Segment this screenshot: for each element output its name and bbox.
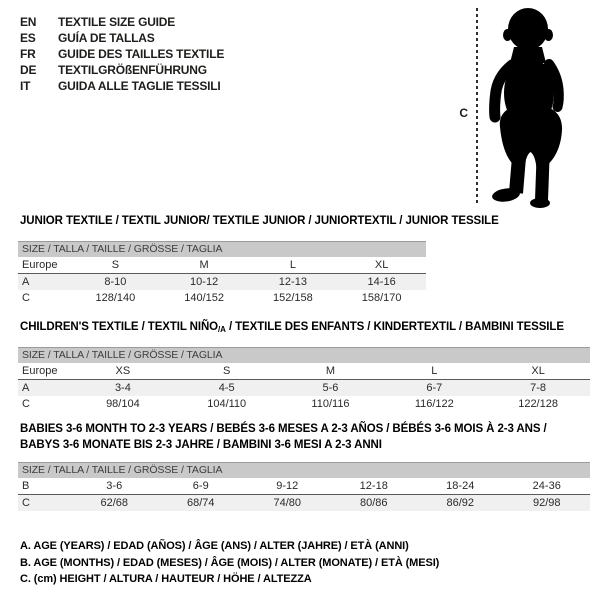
- cell: 9-12: [244, 478, 331, 495]
- lang-row-it: [20, 78, 224, 94]
- cell: 14-16: [337, 273, 426, 290]
- title-text: / TEXTILE DES ENFANTS / KINDERTEXTIL / BAMBINI TESSILE: [225, 321, 564, 333]
- row-label: A: [18, 379, 71, 396]
- babies-title-line1: BABIES 3-6 MONTH TO 2-3 YEARS / BEBÉS 3-6 MESES A 2-3 AÑOS / BÉBÉS 3-6 MOIS À 2-3 ANS /: [20, 423, 547, 435]
- cell: S: [175, 363, 279, 380]
- table-row: [18, 396, 590, 412]
- height-dashed-line: [476, 8, 478, 206]
- row-label: C: [22, 291, 30, 304]
- table-row: [18, 257, 426, 274]
- lang-code: EN: [20, 15, 37, 29]
- footnote-b: B. AGE (MONTHS) / EDAD (MESES) / ÂGE (MOIS) / ALTER (MONATE) / ETÀ (MESI): [20, 556, 440, 569]
- footnote-a: A. AGE (YEARS) / EDAD (AÑOS) / ÂGE (ANS) / ALTER (JAHRE) / ETÀ (ANNI): [20, 540, 409, 552]
- cell: M: [279, 363, 383, 380]
- size-header-row: SIZE / TALLA / TAILLE / GRÖSSE / TAGLIA: [18, 348, 590, 363]
- lang-label: GUÍA DE TALLAS: [58, 31, 155, 45]
- lang-code: IT: [20, 79, 31, 93]
- language-title-list: [20, 14, 224, 94]
- cell: 12-13: [249, 273, 338, 290]
- row-label: C: [22, 397, 30, 410]
- lang-code: FR: [20, 47, 36, 61]
- cell: 104/110: [207, 397, 247, 410]
- cell: 110/116: [311, 397, 350, 410]
- cell: 98/104: [106, 397, 140, 410]
- footnote-c: C. (cm) HEIGHT / ALTURA / HAUTEUR / HÖHE / ALTEZZA: [20, 573, 312, 585]
- cell: 74/80: [244, 494, 331, 511]
- cell: 158/170: [361, 291, 402, 304]
- row-label: A: [18, 273, 71, 290]
- size-header-row: SIZE / TALLA / TAILLE / GRÖSSE / TAGLIA: [18, 242, 426, 257]
- lang-code: ES: [20, 31, 36, 45]
- lang-label: TEXTILGRÖßENFÜHRUNG: [58, 63, 207, 77]
- cell: 12-18: [331, 478, 418, 495]
- babies-size-table: [18, 462, 590, 511]
- cell: XL: [486, 363, 590, 380]
- title-subscript: /A: [218, 325, 226, 334]
- babies-title-line2: BABYS 3-6 MONATE BIS 2-3 JAHRE / BAMBINI 3-6 MESI A 2-3 ANNI: [20, 439, 382, 451]
- babies-table-title: [20, 421, 547, 453]
- lang-code: DE: [20, 63, 37, 77]
- lang-row-fr: [20, 46, 224, 62]
- cell: 68/74: [158, 494, 245, 511]
- row-label: B: [18, 478, 71, 495]
- table-row: [18, 494, 590, 511]
- children-size-table: [18, 347, 590, 412]
- cell: 128/140: [95, 291, 136, 304]
- lang-row-en: [20, 14, 224, 30]
- lang-row-de: [20, 62, 224, 78]
- cell: 8-10: [71, 273, 160, 290]
- lang-row-es: [20, 30, 224, 46]
- size-header-row: SIZE / TALLA / TAILLE / GRÖSSE / TAGLIA: [18, 463, 590, 478]
- table-row: [18, 273, 426, 290]
- baby-silhouette-image: [483, 6, 583, 208]
- cell: M: [160, 257, 249, 274]
- cell: 5-6: [279, 379, 383, 396]
- cell: 24-36: [504, 478, 591, 495]
- cell: XS: [71, 363, 175, 380]
- cell: 3-4: [71, 379, 175, 396]
- row-label: C: [18, 494, 71, 511]
- legend-footnotes: [20, 538, 439, 588]
- cell: 62/68: [71, 494, 158, 511]
- cell: 4-5: [175, 379, 279, 396]
- cell: 80/86: [331, 494, 418, 511]
- children-table-title: [20, 319, 564, 338]
- table-row: [18, 363, 590, 380]
- lang-label: TEXTILE SIZE GUIDE: [58, 15, 176, 29]
- table-row: [18, 379, 590, 396]
- cell: 92/98: [504, 494, 591, 511]
- cell: 140/152: [184, 291, 224, 304]
- cell: L: [382, 363, 486, 380]
- cell: 86/92: [417, 494, 504, 511]
- cell: 6-9: [158, 478, 245, 495]
- table-row: [18, 478, 590, 495]
- row-label: Europe: [18, 257, 71, 274]
- height-measure-label: C: [459, 106, 468, 120]
- cell: S: [71, 257, 160, 274]
- cell: 116/122: [414, 397, 454, 410]
- title-text: CHILDREN'S TEXTILE / TEXTIL NIÑO: [20, 321, 219, 333]
- lang-label: GUIDA ALLE TAGLIE TESSILI: [58, 79, 221, 93]
- cell: XL: [337, 257, 426, 274]
- row-label: Europe: [18, 363, 71, 380]
- cell: 152/158: [272, 291, 313, 304]
- cell: 122/128: [518, 397, 558, 410]
- cell: 6-7: [382, 379, 486, 396]
- lang-label: GUIDE DES TAILLES TEXTILE: [58, 47, 225, 61]
- junior-table-title: JUNIOR TEXTILE / TEXTIL JUNIOR/ TEXTILE JUNIOR / JUNIORTEXTIL / JUNIOR TESSILE: [20, 215, 499, 227]
- junior-size-table: [18, 241, 426, 306]
- cell: 3-6: [71, 478, 158, 495]
- cell: 7-8: [486, 379, 590, 396]
- cell: L: [249, 257, 338, 274]
- table-row: [18, 290, 426, 306]
- cell: 18-24: [417, 478, 504, 495]
- cell: 10-12: [160, 273, 249, 290]
